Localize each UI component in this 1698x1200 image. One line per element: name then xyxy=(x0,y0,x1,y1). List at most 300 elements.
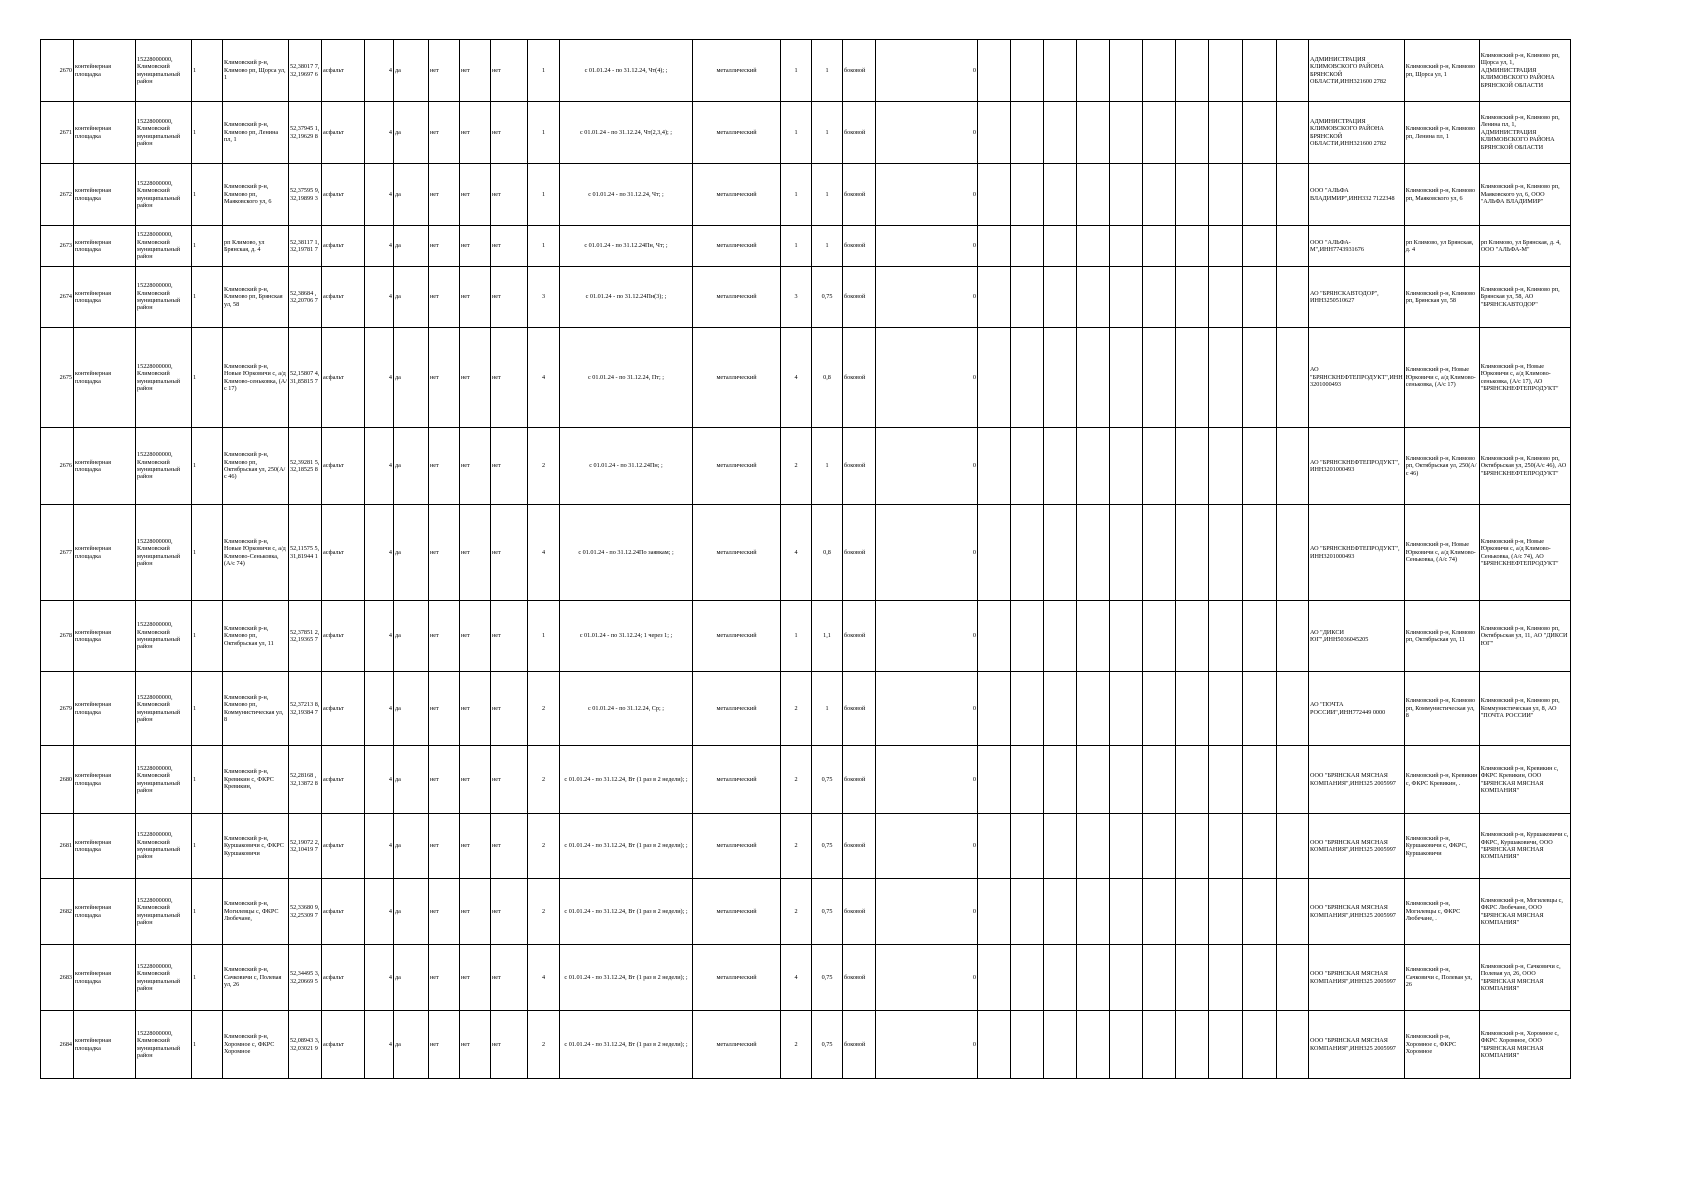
material: металлический xyxy=(693,164,781,226)
value-no-3: нет xyxy=(491,601,528,672)
waste-source: Климовский р-н, Новые Юрковичи с, а/д Климово-Сеньковка, (А/с 74), АО "БРЯНСКНЕФТЕПРОДУКТ" xyxy=(1479,505,1570,601)
municipal-code: 15228000000, Климовский муниципальный район xyxy=(136,1011,192,1079)
quantity: 4 xyxy=(781,945,812,1011)
waste-source: рп Климово, ул Брянская, д. 4, ООО "АЛЬФА-М" xyxy=(1479,226,1570,267)
value-one: 1 xyxy=(192,164,223,226)
row-number: 2680 xyxy=(41,746,74,814)
address: Климовский р-н, Могилевцы с, ФКРС Любечане, xyxy=(223,879,289,945)
schedule: с 01.01.24 - по 31.12.24; 1 через 1; ; xyxy=(560,601,693,672)
schedule: с 01.01.24 - по 31.12.24, Чт; ; xyxy=(560,164,693,226)
empty-cell xyxy=(1209,814,1243,879)
empty-cell xyxy=(978,428,1011,505)
schedule: с 01.01.24 - по 31.12.24, Ср; ; xyxy=(560,672,693,746)
table-row xyxy=(41,226,1571,267)
value-no-1: нет xyxy=(429,1011,460,1079)
municipal-code: 15228000000, Климовский муниципальный район xyxy=(136,328,192,428)
value-one: 1 xyxy=(192,428,223,505)
address: Климовский р-н, Климово рп, Щорса ул, 1 xyxy=(223,40,289,102)
value-yes: да xyxy=(394,428,429,505)
empty-cell xyxy=(1209,267,1243,328)
material: металлический xyxy=(693,601,781,672)
value-four: 4 xyxy=(365,746,394,814)
empty-cell xyxy=(1176,746,1209,814)
owner-address: Климовский р-н, Новые Юрковичи с, а/д Климово-сеньковка, (А/с 17) xyxy=(1404,328,1479,428)
empty-cell xyxy=(978,164,1011,226)
owner: ООО "БРЯНСКАЯ МЯСНАЯ КОМПАНИЯ",ИНН325 2005997 xyxy=(1309,1011,1405,1079)
empty-cell xyxy=(1077,164,1110,226)
address: Климовский р-н, Климово рп, Брянская ул, 58 xyxy=(223,267,289,328)
empty-cell xyxy=(1077,267,1110,328)
table-row xyxy=(41,40,1571,102)
surface-type: асфальт xyxy=(322,164,365,226)
value-zero: 0 xyxy=(876,505,978,601)
volume: 0,75 xyxy=(812,267,843,328)
value-four: 4 xyxy=(365,814,394,879)
value-one: 1 xyxy=(192,267,223,328)
surface-type: асфальт xyxy=(322,601,365,672)
owner: АДМИНИСТРАЦИЯ КЛИМОВСКОГО РАЙОНА БРЯНСКОЙ ОБЛАСТИ,ИНН321600 2782 xyxy=(1309,102,1405,164)
value-yes: да xyxy=(394,164,429,226)
value-no-1: нет xyxy=(429,226,460,267)
volume: 0,8 xyxy=(812,505,843,601)
owner: АО "БРЯНСКАВТОДОР", ИНН3250510627 xyxy=(1309,267,1405,328)
value-no-3: нет xyxy=(491,40,528,102)
empty-cell xyxy=(1277,226,1309,267)
value-yes: да xyxy=(394,267,429,328)
value-no-3: нет xyxy=(491,505,528,601)
table-row xyxy=(41,814,1571,879)
loading-type: боковой xyxy=(843,40,876,102)
owner: АО "БРЯНСКНЕФТЕПРОДУКТ",ИНН 3201000493 xyxy=(1309,328,1405,428)
surface-type: асфальт xyxy=(322,505,365,601)
table-row xyxy=(41,164,1571,226)
empty-cell xyxy=(1176,428,1209,505)
value-one: 1 xyxy=(192,746,223,814)
value-one: 1 xyxy=(192,945,223,1011)
empty-cell xyxy=(1011,226,1044,267)
material: металлический xyxy=(693,267,781,328)
value-no-2: нет xyxy=(460,814,491,879)
empty-cell xyxy=(1044,672,1077,746)
empty-cell xyxy=(1277,102,1309,164)
address: Климовский р-н, Кревикин с, ФКРС Кревикин, xyxy=(223,746,289,814)
empty-cell xyxy=(1044,601,1077,672)
quantity: 1 xyxy=(781,40,812,102)
waste-source: Климовский р-н, Сачковичи с, Полевая ул, 26, ООО "БРЯНСКАЯ МЯСНАЯ КОМПАНИЯ" xyxy=(1479,945,1570,1011)
value-yes: да xyxy=(394,601,429,672)
coordinates: 52,37851 2, 32,19365 7 xyxy=(289,601,322,672)
waste-source: Климовский р-н, Климово рп, Ленина пл, 1, АДМИНИСТРАЦИЯ КЛИМОВСКОГО РАЙОНА БРЯНСКОЙ ОБЛАСТИ xyxy=(1479,102,1570,164)
empty-cell xyxy=(978,267,1011,328)
empty-cell xyxy=(1209,40,1243,102)
value-no-1: нет xyxy=(429,879,460,945)
coordinates: 52,15807 4, 31,85815 7 xyxy=(289,328,322,428)
value-zero: 0 xyxy=(876,226,978,267)
empty-cell xyxy=(1243,328,1277,428)
empty-cell xyxy=(1277,505,1309,601)
empty-cell xyxy=(1277,328,1309,428)
municipal-code: 15228000000, Климовский муниципальный район xyxy=(136,945,192,1011)
row-number: 2679 xyxy=(41,672,74,746)
empty-cell xyxy=(1110,879,1143,945)
value-yes: да xyxy=(394,102,429,164)
value-four: 4 xyxy=(365,267,394,328)
schedule: с 01.01.24 - по 31.12.24Пн; ; xyxy=(560,428,693,505)
object-type: контейнерная площадка xyxy=(74,226,136,267)
value-zero: 0 xyxy=(876,746,978,814)
value-no-2: нет xyxy=(460,164,491,226)
container-count: 2 xyxy=(528,879,560,945)
value-yes: да xyxy=(394,945,429,1011)
empty-cell xyxy=(1077,945,1110,1011)
empty-cell xyxy=(1044,879,1077,945)
row-number: 2678 xyxy=(41,601,74,672)
municipal-code: 15228000000, Климовский муниципальный район xyxy=(136,164,192,226)
owner-address: Климовский р-н, Куршаковичи с, ФКРС, Куршаковичи xyxy=(1404,814,1479,879)
empty-cell xyxy=(1110,102,1143,164)
row-number: 2677 xyxy=(41,505,74,601)
quantity: 1 xyxy=(781,226,812,267)
empty-cell xyxy=(1143,428,1176,505)
object-type: контейнерная площадка xyxy=(74,505,136,601)
row-number: 2684 xyxy=(41,1011,74,1079)
surface-type: асфальт xyxy=(322,1011,365,1079)
schedule: с 01.01.24 - по 31.12.24, Вт (1 раз в 2 недели); ; xyxy=(560,746,693,814)
value-no-3: нет xyxy=(491,267,528,328)
value-no-3: нет xyxy=(491,164,528,226)
value-one: 1 xyxy=(192,672,223,746)
empty-cell xyxy=(1077,40,1110,102)
schedule: с 01.01.24 - по 31.12.24, Вт (1 раз в 2 недели); ; xyxy=(560,945,693,1011)
value-no-3: нет xyxy=(491,879,528,945)
value-one: 1 xyxy=(192,40,223,102)
quantity: 2 xyxy=(781,672,812,746)
surface-type: асфальт xyxy=(322,672,365,746)
empty-cell xyxy=(1176,879,1209,945)
container-count: 1 xyxy=(528,601,560,672)
coordinates: 52,08943 3, 32,03021 9 xyxy=(289,1011,322,1079)
surface-type: асфальт xyxy=(322,40,365,102)
owner-address: Климовский р-н, Климово рп, Щорса ул, 1 xyxy=(1404,40,1479,102)
empty-cell xyxy=(978,746,1011,814)
empty-cell xyxy=(1044,40,1077,102)
value-one: 1 xyxy=(192,328,223,428)
loading-type: боковой xyxy=(843,328,876,428)
owner: ООО "БРЯНСКАЯ МЯСНАЯ КОМПАНИЯ",ИНН325 2005997 xyxy=(1309,945,1405,1011)
material: металлический xyxy=(693,746,781,814)
loading-type: боковой xyxy=(843,814,876,879)
value-no-3: нет xyxy=(491,428,528,505)
table-row xyxy=(41,672,1571,746)
loading-type: боковой xyxy=(843,428,876,505)
object-type: контейнерная площадка xyxy=(74,879,136,945)
row-number: 2675 xyxy=(41,328,74,428)
value-zero: 0 xyxy=(876,945,978,1011)
empty-cell xyxy=(1077,814,1110,879)
empty-cell xyxy=(1243,428,1277,505)
quantity: 2 xyxy=(781,879,812,945)
empty-cell xyxy=(1277,601,1309,672)
municipal-code: 15228000000, Климовский муниципальный район xyxy=(136,102,192,164)
address: Климовский р-н, Климово рп, Ленина пл, 1 xyxy=(223,102,289,164)
value-four: 4 xyxy=(365,328,394,428)
object-type: контейнерная площадка xyxy=(74,428,136,505)
value-no-1: нет xyxy=(429,102,460,164)
value-no-2: нет xyxy=(460,879,491,945)
schedule: с 01.01.24 - по 31.12.24Пн, Чт; ; xyxy=(560,226,693,267)
quantity: 2 xyxy=(781,814,812,879)
empty-cell xyxy=(1011,746,1044,814)
empty-cell xyxy=(978,505,1011,601)
empty-cell xyxy=(1277,945,1309,1011)
empty-cell xyxy=(1044,746,1077,814)
empty-cell xyxy=(978,879,1011,945)
empty-cell xyxy=(1044,226,1077,267)
empty-cell xyxy=(1110,428,1143,505)
container-count: 2 xyxy=(528,1011,560,1079)
table-row xyxy=(41,746,1571,814)
empty-cell xyxy=(1110,40,1143,102)
waste-source: Климовский р-н, Климово рп, Коммунистическая ул, 8, АО "ПОЧТА РОССИИ" xyxy=(1479,672,1570,746)
value-no-2: нет xyxy=(460,601,491,672)
address: Климовский р-н, Хоромное с, ФКРС Хоромное xyxy=(223,1011,289,1079)
value-zero: 0 xyxy=(876,601,978,672)
empty-cell xyxy=(1044,1011,1077,1079)
value-no-1: нет xyxy=(429,505,460,601)
empty-cell xyxy=(1209,1011,1243,1079)
value-no-3: нет xyxy=(491,672,528,746)
empty-cell xyxy=(1077,601,1110,672)
empty-cell xyxy=(1243,879,1277,945)
municipal-code: 15228000000, Климовский муниципальный район xyxy=(136,879,192,945)
coordinates: 52,11575 5, 31,81944 1 xyxy=(289,505,322,601)
owner-address: Климовский р-н, Климово рп, Брянская ул, 58 xyxy=(1404,267,1479,328)
value-yes: да xyxy=(394,226,429,267)
empty-cell xyxy=(1143,879,1176,945)
municipal-code: 15228000000, Климовский муниципальный район xyxy=(136,505,192,601)
quantity: 2 xyxy=(781,1011,812,1079)
empty-cell xyxy=(1110,164,1143,226)
coordinates: 52,33680 9, 32,25309 7 xyxy=(289,879,322,945)
surface-type: асфальт xyxy=(322,746,365,814)
owner-address: Климовский р-н, Новые Юрковичи с, а/д Климово-Сеньковка, (А/с 74) xyxy=(1404,505,1479,601)
empty-cell xyxy=(1011,267,1044,328)
municipal-code: 15228000000, Климовский муниципальный район xyxy=(136,428,192,505)
empty-cell xyxy=(978,226,1011,267)
empty-cell xyxy=(1243,814,1277,879)
value-no-2: нет xyxy=(460,267,491,328)
table-row xyxy=(41,945,1571,1011)
table-row xyxy=(41,428,1571,505)
row-number: 2683 xyxy=(41,945,74,1011)
value-zero: 0 xyxy=(876,814,978,879)
empty-cell xyxy=(1243,226,1277,267)
coordinates: 52,28168 , 32,13872 8 xyxy=(289,746,322,814)
empty-cell xyxy=(1143,102,1176,164)
empty-cell xyxy=(1044,945,1077,1011)
value-four: 4 xyxy=(365,40,394,102)
empty-cell xyxy=(1011,102,1044,164)
empty-cell xyxy=(1143,40,1176,102)
loading-type: боковой xyxy=(843,746,876,814)
schedule: с 01.01.24 - по 31.12.24, Чт(2,3,4); ; xyxy=(560,102,693,164)
empty-cell xyxy=(978,1011,1011,1079)
empty-cell xyxy=(1243,601,1277,672)
object-type: контейнерная площадка xyxy=(74,164,136,226)
empty-cell xyxy=(1110,1011,1143,1079)
empty-cell xyxy=(1243,672,1277,746)
table-row xyxy=(41,267,1571,328)
value-one: 1 xyxy=(192,226,223,267)
surface-type: асфальт xyxy=(322,428,365,505)
object-type: контейнерная площадка xyxy=(74,40,136,102)
empty-cell xyxy=(1143,601,1176,672)
empty-cell xyxy=(1110,601,1143,672)
object-type: контейнерная площадка xyxy=(74,746,136,814)
empty-cell xyxy=(1110,945,1143,1011)
value-no-1: нет xyxy=(429,40,460,102)
coordinates: 52,37213 8, 32,19384 7 xyxy=(289,672,322,746)
value-zero: 0 xyxy=(876,672,978,746)
value-no-1: нет xyxy=(429,428,460,505)
loading-type: боковой xyxy=(843,945,876,1011)
empty-cell xyxy=(1277,164,1309,226)
value-four: 4 xyxy=(365,672,394,746)
empty-cell xyxy=(1044,267,1077,328)
empty-cell xyxy=(978,102,1011,164)
material: металлический xyxy=(693,428,781,505)
waste-source: Климовский р-н, Кревикин с, ФКРС Кревикин, ООО "БРЯНСКАЯ МЯСНАЯ КОМПАНИЯ" xyxy=(1479,746,1570,814)
value-zero: 0 xyxy=(876,267,978,328)
empty-cell xyxy=(1176,267,1209,328)
value-no-1: нет xyxy=(429,945,460,1011)
empty-cell xyxy=(1277,40,1309,102)
value-no-2: нет xyxy=(460,672,491,746)
quantity: 2 xyxy=(781,428,812,505)
value-zero: 0 xyxy=(876,40,978,102)
address: Климовский р-н, Сачковичи с, Полевая ул, 26 xyxy=(223,945,289,1011)
empty-cell xyxy=(1011,945,1044,1011)
schedule: с 01.01.24 - по 31.12.24, Чт(4); ; xyxy=(560,40,693,102)
row-number: 2676 xyxy=(41,428,74,505)
container-count: 2 xyxy=(528,814,560,879)
loading-type: боковой xyxy=(843,601,876,672)
municipal-code: 15228000000, Климовский муниципальный район xyxy=(136,672,192,746)
material: металлический xyxy=(693,1011,781,1079)
address: Климовский р-н, Новые Юрковичи с, а/д Климово-сеньковка, (А/с 17) xyxy=(223,328,289,428)
value-one: 1 xyxy=(192,102,223,164)
object-type: контейнерная площадка xyxy=(74,814,136,879)
empty-cell xyxy=(1011,1011,1044,1079)
quantity: 1 xyxy=(781,601,812,672)
row-number: 2672 xyxy=(41,164,74,226)
volume: 1 xyxy=(812,672,843,746)
owner: ООО "БРЯНСКАЯ МЯСНАЯ КОМПАНИЯ",ИНН325 2005997 xyxy=(1309,879,1405,945)
object-type: контейнерная площадка xyxy=(74,267,136,328)
container-count: 1 xyxy=(528,164,560,226)
owner-address: Климовский р-н, Климово рп, Коммунистическая ул, 8 xyxy=(1404,672,1479,746)
empty-cell xyxy=(1243,102,1277,164)
value-four: 4 xyxy=(365,601,394,672)
volume: 0,75 xyxy=(812,746,843,814)
owner: ООО "БРЯНСКАЯ МЯСНАЯ КОМПАНИЯ",ИНН325 2005997 xyxy=(1309,814,1405,879)
volume: 1 xyxy=(812,164,843,226)
quantity: 4 xyxy=(781,328,812,428)
loading-type: боковой xyxy=(843,1011,876,1079)
owner-address: Климовский р-н, Кревикин с, ФКРС Кревикин, . xyxy=(1404,746,1479,814)
value-zero: 0 xyxy=(876,328,978,428)
row-number: 2682 xyxy=(41,879,74,945)
value-no-3: нет xyxy=(491,814,528,879)
container-count: 2 xyxy=(528,746,560,814)
empty-cell xyxy=(1176,672,1209,746)
table-row xyxy=(41,102,1571,164)
table-row xyxy=(41,505,1571,601)
schedule: с 01.01.24 - по 31.12.24По заявкам; ; xyxy=(560,505,693,601)
empty-cell xyxy=(1011,505,1044,601)
value-no-1: нет xyxy=(429,672,460,746)
address: Климовский р-н, Климово рп, Маяковского ул, 6 xyxy=(223,164,289,226)
empty-cell xyxy=(978,814,1011,879)
value-no-3: нет xyxy=(491,226,528,267)
surface-type: асфальт xyxy=(322,945,365,1011)
empty-cell xyxy=(1044,428,1077,505)
material: металлический xyxy=(693,226,781,267)
address: Климовский р-н, Климово рп, Октябрьская ул, 11 xyxy=(223,601,289,672)
empty-cell xyxy=(1243,1011,1277,1079)
waste-source: Климовский р-н, Новые Юрковичи с, а/д Климово-сеньковка, (А/с 17), АО "БРЯНСКНЕФТЕПРОДУКТ" xyxy=(1479,328,1570,428)
value-four: 4 xyxy=(365,879,394,945)
municipal-code: 15228000000, Климовский муниципальный район xyxy=(136,746,192,814)
value-yes: да xyxy=(394,1011,429,1079)
empty-cell xyxy=(1110,226,1143,267)
empty-cell xyxy=(1077,226,1110,267)
empty-cell xyxy=(1243,746,1277,814)
surface-type: асфальт xyxy=(322,879,365,945)
value-no-2: нет xyxy=(460,226,491,267)
empty-cell xyxy=(1143,746,1176,814)
table-row xyxy=(41,601,1571,672)
coordinates: 52,38117 1, 32,19781 7 xyxy=(289,226,322,267)
empty-cell xyxy=(1011,814,1044,879)
value-no-2: нет xyxy=(460,428,491,505)
container-count: 1 xyxy=(528,226,560,267)
loading-type: боковой xyxy=(843,672,876,746)
empty-cell xyxy=(1277,814,1309,879)
empty-cell xyxy=(1243,505,1277,601)
empty-cell xyxy=(1176,328,1209,428)
material: металлический xyxy=(693,40,781,102)
value-four: 4 xyxy=(365,428,394,505)
value-four: 4 xyxy=(365,505,394,601)
empty-cell xyxy=(1143,328,1176,428)
quantity: 3 xyxy=(781,267,812,328)
empty-cell xyxy=(1011,879,1044,945)
value-no-2: нет xyxy=(460,40,491,102)
empty-cell xyxy=(1176,1011,1209,1079)
surface-type: асфальт xyxy=(322,102,365,164)
owner: ООО "АЛЬФА-М",ИНН7743931676 xyxy=(1309,226,1405,267)
empty-cell xyxy=(1243,267,1277,328)
material: металлический xyxy=(693,945,781,1011)
empty-cell xyxy=(1243,164,1277,226)
value-yes: да xyxy=(394,814,429,879)
waste-source: Климовский р-н, Куршаковичи с, ФКРС, Куршаковичи, ООО "БРЯНСКАЯ МЯСНАЯ КОМПАНИЯ" xyxy=(1479,814,1570,879)
waste-source: Климовский р-н, Климово рп, Октябрьская ул, 11, АО "ДИКСИ ЮГ" xyxy=(1479,601,1570,672)
empty-cell xyxy=(1011,672,1044,746)
value-one: 1 xyxy=(192,1011,223,1079)
schedule: с 01.01.24 - по 31.12.24, Вт (1 раз в 2 недели); ; xyxy=(560,1011,693,1079)
